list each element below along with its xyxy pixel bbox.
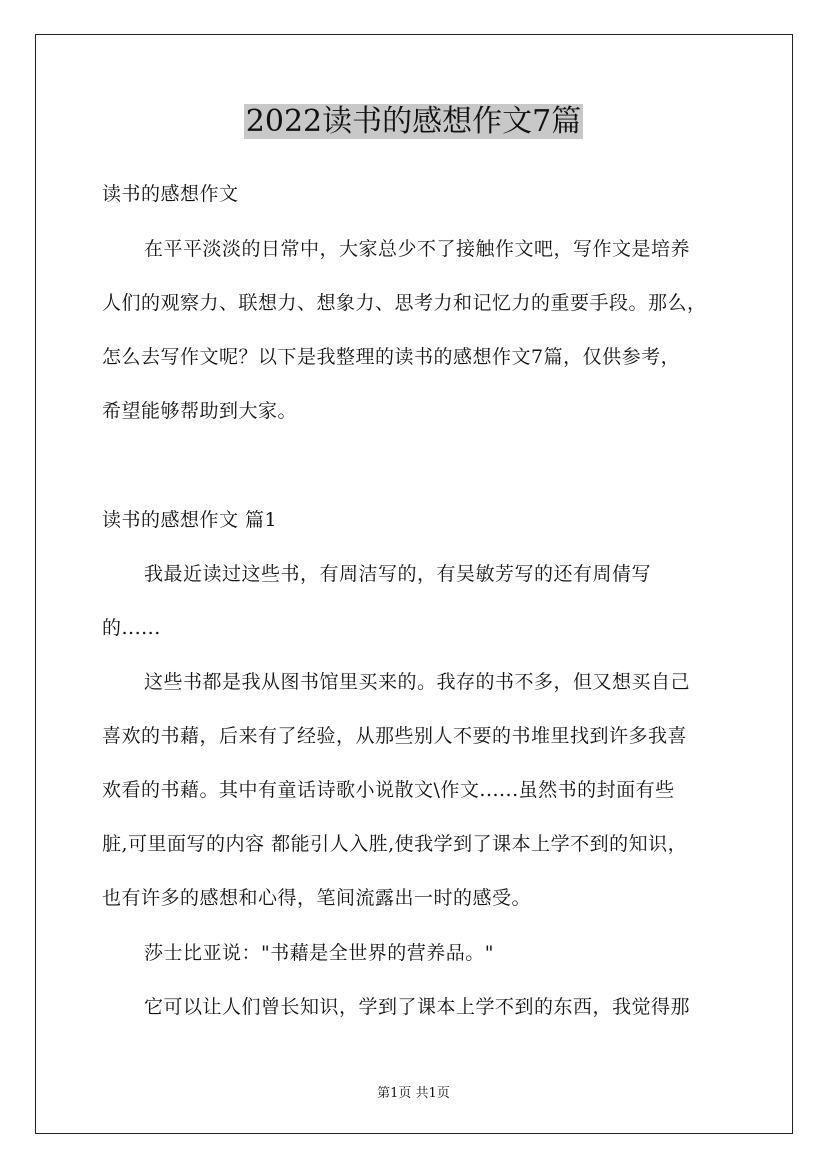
quote-line: 莎士比亚说："书藉是全世界的营养品。"	[144, 942, 494, 964]
paragraph-line: 脏,可里面写的内容 都能引人入胜,使我学到了课本上学不到的知识，	[102, 833, 688, 855]
document-title	[0, 102, 827, 142]
paragraph-line: 欢看的书藉。其中有童话诗歌小说散文\作文......虽然书的封面有些	[102, 779, 675, 801]
section-heading: 读书的感想作文	[102, 183, 239, 205]
paragraph-line: 喜欢的书藉，后来有了经验，从那些别人不要的书堆里找到许多我喜	[102, 725, 688, 747]
piece1-heading: 读书的感想作文 篇1	[102, 509, 278, 531]
page-footer: 第1页 共1页	[377, 1086, 450, 1101]
paragraph-line: 也有许多的感想和心得，笔间流露出一时的感受。	[102, 887, 532, 909]
intro-line: 人们的观察力、联想力、想象力、思考力和记忆力的重要手段。那么，	[102, 292, 707, 314]
document-title-text: 2022读书的感想作文7篇	[245, 104, 582, 139]
paragraph-line: 的......	[102, 617, 161, 639]
paragraph-line: 我最近读过这些书，有周洁写的，有吴敏芳写的还有周倩写	[144, 563, 652, 585]
intro-line: 怎么去写作文呢？以下是我整理的读书的感想作文7篇，仅供参考，	[102, 346, 681, 368]
intro-line: 在平平淡淡的日常中，大家总少不了接触作文吧，写作文是培养	[144, 238, 691, 260]
paragraph-line: 它可以让人们曾长知识，学到了课本上学不到的东西，我觉得那	[144, 996, 691, 1018]
intro-line: 希望能够帮助到大家。	[102, 400, 298, 422]
paragraph-line: 这些书都是我从图书馆里买来的。我存的书不多，但又想买自己	[144, 671, 691, 693]
